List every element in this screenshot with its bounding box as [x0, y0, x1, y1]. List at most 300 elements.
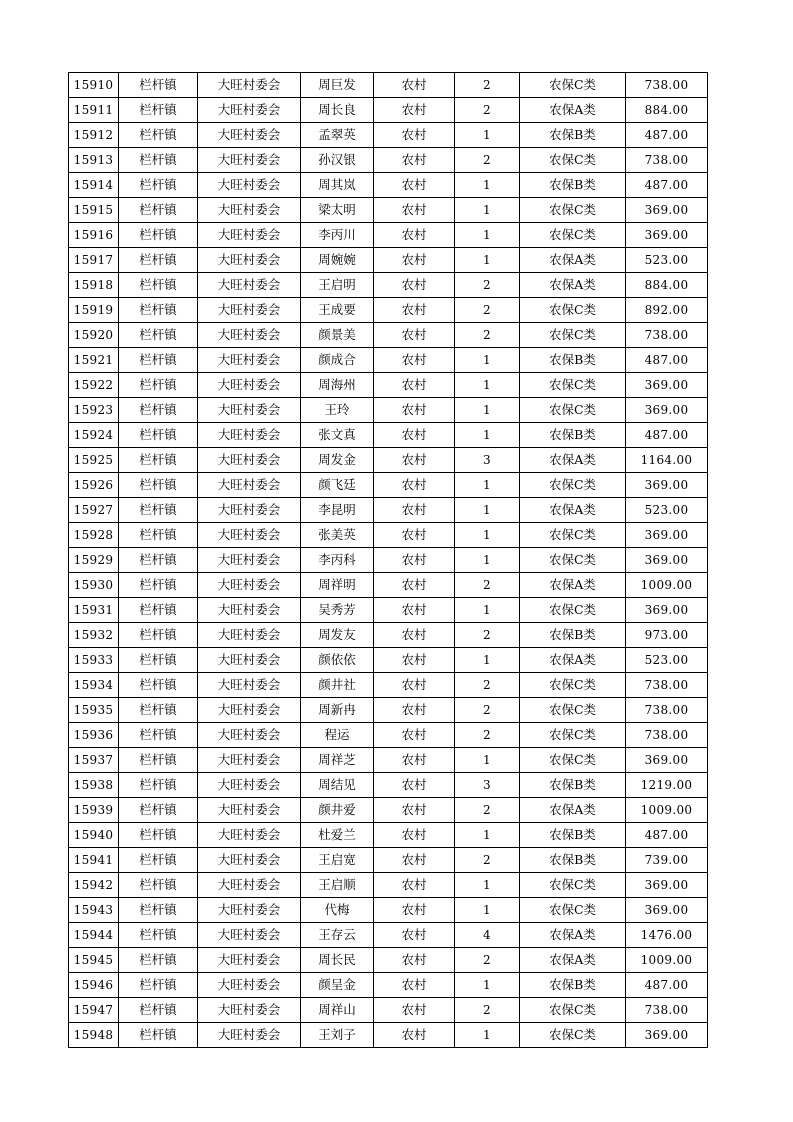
table-row [69, 848, 708, 873]
amount-cell: 738.00 [626, 998, 708, 1023]
serial-number-cell: 15944 [69, 923, 119, 948]
household-type-cell: 农村 [374, 823, 455, 848]
serial-number-cell: 15931 [69, 598, 119, 623]
name-cell: 周祥芝 [301, 748, 374, 773]
village-committee-cell: 大旺村委会 [198, 948, 301, 973]
serial-number-cell: 15943 [69, 898, 119, 923]
member-count-cell: 3 [455, 773, 520, 798]
town-cell: 栏杆镇 [119, 798, 198, 823]
amount-cell: 369.00 [626, 873, 708, 898]
serial-number-cell: 15938 [69, 773, 119, 798]
village-committee-cell: 大旺村委会 [198, 448, 301, 473]
amount-cell: 738.00 [626, 148, 708, 173]
village-committee-cell: 大旺村委会 [198, 398, 301, 423]
table-row [69, 473, 708, 498]
table-row [69, 523, 708, 548]
village-committee-cell: 大旺村委会 [198, 248, 301, 273]
town-cell: 栏杆镇 [119, 948, 198, 973]
household-type-cell: 农村 [374, 598, 455, 623]
serial-number-cell: 15922 [69, 373, 119, 398]
town-cell: 栏杆镇 [119, 873, 198, 898]
member-count-cell: 2 [455, 948, 520, 973]
category-cell: 农保C类 [520, 673, 626, 698]
household-type-cell: 农村 [374, 273, 455, 298]
village-committee-cell: 大旺村委会 [198, 898, 301, 923]
serial-number-cell: 15914 [69, 173, 119, 198]
village-committee-cell: 大旺村委会 [198, 973, 301, 998]
village-committee-cell: 大旺村委会 [198, 98, 301, 123]
table-row [69, 498, 708, 523]
member-count-cell: 1 [455, 398, 520, 423]
name-cell: 吴秀芳 [301, 598, 374, 623]
household-type-cell: 农村 [374, 398, 455, 423]
serial-number-cell: 15947 [69, 998, 119, 1023]
town-cell: 栏杆镇 [119, 698, 198, 723]
serial-number-cell: 15919 [69, 298, 119, 323]
member-count-cell: 1 [455, 473, 520, 498]
amount-cell: 369.00 [626, 398, 708, 423]
table-row [69, 648, 708, 673]
member-count-cell: 1 [455, 223, 520, 248]
table-row [69, 123, 708, 148]
household-type-cell: 农村 [374, 223, 455, 248]
town-cell: 栏杆镇 [119, 348, 198, 373]
serial-number-cell: 15927 [69, 498, 119, 523]
table-row [69, 548, 708, 573]
amount-cell: 369.00 [626, 223, 708, 248]
name-cell: 张文真 [301, 423, 374, 448]
name-cell: 颜成合 [301, 348, 374, 373]
town-cell: 栏杆镇 [119, 523, 198, 548]
town-cell: 栏杆镇 [119, 823, 198, 848]
town-cell: 栏杆镇 [119, 248, 198, 273]
town-cell: 栏杆镇 [119, 373, 198, 398]
member-count-cell: 1 [455, 823, 520, 848]
town-cell: 栏杆镇 [119, 198, 198, 223]
amount-cell: 738.00 [626, 323, 708, 348]
name-cell: 周长民 [301, 948, 374, 973]
amount-cell: 738.00 [626, 673, 708, 698]
village-committee-cell: 大旺村委会 [198, 998, 301, 1023]
member-count-cell: 4 [455, 923, 520, 948]
village-committee-cell: 大旺村委会 [198, 548, 301, 573]
village-committee-cell: 大旺村委会 [198, 573, 301, 598]
name-cell: 颜景美 [301, 323, 374, 348]
table-row [69, 423, 708, 448]
amount-cell: 487.00 [626, 348, 708, 373]
member-count-cell: 1 [455, 498, 520, 523]
town-cell: 栏杆镇 [119, 423, 198, 448]
table-row [69, 373, 708, 398]
household-type-cell: 农村 [374, 1023, 455, 1048]
table-row [69, 798, 708, 823]
village-committee-cell: 大旺村委会 [198, 373, 301, 398]
table-row [69, 923, 708, 948]
category-cell: 农保C类 [520, 73, 626, 98]
village-committee-cell: 大旺村委会 [198, 148, 301, 173]
serial-number-cell: 15911 [69, 98, 119, 123]
category-cell: 农保B类 [520, 823, 626, 848]
serial-number-cell: 15948 [69, 1023, 119, 1048]
serial-number-cell: 15925 [69, 448, 119, 473]
amount-cell: 1009.00 [626, 798, 708, 823]
name-cell: 王刘子 [301, 1023, 374, 1048]
name-cell: 孟翠英 [301, 123, 374, 148]
amount-cell: 1219.00 [626, 773, 708, 798]
village-committee-cell: 大旺村委会 [198, 873, 301, 898]
village-committee-cell: 大旺村委会 [198, 298, 301, 323]
amount-cell: 487.00 [626, 973, 708, 998]
village-committee-cell: 大旺村委会 [198, 623, 301, 648]
category-cell: 农保A类 [520, 648, 626, 673]
table-row [69, 73, 708, 98]
table-row [69, 873, 708, 898]
category-cell: 农保A类 [520, 948, 626, 973]
serial-number-cell: 15913 [69, 148, 119, 173]
amount-cell: 523.00 [626, 498, 708, 523]
household-type-cell: 农村 [374, 148, 455, 173]
name-cell: 王启宽 [301, 848, 374, 873]
town-cell: 栏杆镇 [119, 548, 198, 573]
village-committee-cell: 大旺村委会 [198, 473, 301, 498]
town-cell: 栏杆镇 [119, 123, 198, 148]
amount-cell: 973.00 [626, 623, 708, 648]
household-type-cell: 农村 [374, 423, 455, 448]
member-count-cell: 1 [455, 648, 520, 673]
household-type-cell: 农村 [374, 98, 455, 123]
category-cell: 农保C类 [520, 148, 626, 173]
town-cell: 栏杆镇 [119, 623, 198, 648]
serial-number-cell: 15932 [69, 623, 119, 648]
town-cell: 栏杆镇 [119, 298, 198, 323]
town-cell: 栏杆镇 [119, 648, 198, 673]
town-cell: 栏杆镇 [119, 1023, 198, 1048]
table-row [69, 573, 708, 598]
town-cell: 栏杆镇 [119, 398, 198, 423]
name-cell: 周海州 [301, 373, 374, 398]
town-cell: 栏杆镇 [119, 173, 198, 198]
table-row [69, 673, 708, 698]
town-cell: 栏杆镇 [119, 148, 198, 173]
amount-cell: 739.00 [626, 848, 708, 873]
category-cell: 农保C类 [520, 898, 626, 923]
table-row [69, 723, 708, 748]
category-cell: 农保C类 [520, 473, 626, 498]
serial-number-cell: 15918 [69, 273, 119, 298]
name-cell: 周发金 [301, 448, 374, 473]
category-cell: 农保B类 [520, 773, 626, 798]
serial-number-cell: 15940 [69, 823, 119, 848]
table-row [69, 273, 708, 298]
table-row [69, 823, 708, 848]
table-row [69, 398, 708, 423]
name-cell: 程运 [301, 723, 374, 748]
household-type-cell: 农村 [374, 323, 455, 348]
member-count-cell: 2 [455, 73, 520, 98]
table-row [69, 773, 708, 798]
amount-cell: 369.00 [626, 373, 708, 398]
village-committee-cell: 大旺村委会 [198, 523, 301, 548]
serial-number-cell: 15934 [69, 673, 119, 698]
name-cell: 周新冉 [301, 698, 374, 723]
serial-number-cell: 15921 [69, 348, 119, 373]
town-cell: 栏杆镇 [119, 473, 198, 498]
name-cell: 周其岚 [301, 173, 374, 198]
member-count-cell: 2 [455, 98, 520, 123]
amount-cell: 487.00 [626, 423, 708, 448]
household-type-cell: 农村 [374, 923, 455, 948]
amount-cell: 892.00 [626, 298, 708, 323]
category-cell: 农保C类 [520, 873, 626, 898]
category-cell: 农保A类 [520, 98, 626, 123]
member-count-cell: 1 [455, 173, 520, 198]
member-count-cell: 1 [455, 248, 520, 273]
serial-number-cell: 15910 [69, 73, 119, 98]
name-cell: 周发友 [301, 623, 374, 648]
category-cell: 农保A类 [520, 573, 626, 598]
amount-cell: 369.00 [626, 598, 708, 623]
town-cell: 栏杆镇 [119, 723, 198, 748]
village-committee-cell: 大旺村委会 [198, 498, 301, 523]
category-cell: 农保C类 [520, 323, 626, 348]
serial-number-cell: 15939 [69, 798, 119, 823]
table-row [69, 623, 708, 648]
household-type-cell: 农村 [374, 248, 455, 273]
town-cell: 栏杆镇 [119, 673, 198, 698]
table-row [69, 748, 708, 773]
household-type-cell: 农村 [374, 73, 455, 98]
household-type-cell: 农村 [374, 998, 455, 1023]
village-committee-cell: 大旺村委会 [198, 598, 301, 623]
member-count-cell: 1 [455, 1023, 520, 1048]
table-row [69, 223, 708, 248]
household-type-cell: 农村 [374, 848, 455, 873]
category-cell: 农保A类 [520, 798, 626, 823]
member-count-cell: 1 [455, 523, 520, 548]
amount-cell: 1476.00 [626, 923, 708, 948]
member-count-cell: 2 [455, 848, 520, 873]
name-cell: 周结见 [301, 773, 374, 798]
town-cell: 栏杆镇 [119, 598, 198, 623]
household-type-cell: 农村 [374, 723, 455, 748]
village-committee-cell: 大旺村委会 [198, 723, 301, 748]
village-committee-cell: 大旺村委会 [198, 773, 301, 798]
amount-cell: 523.00 [626, 248, 708, 273]
relief-roster-table [68, 72, 708, 1048]
amount-cell: 1009.00 [626, 948, 708, 973]
village-committee-cell: 大旺村委会 [198, 798, 301, 823]
table-body [69, 73, 708, 1048]
village-committee-cell: 大旺村委会 [198, 923, 301, 948]
table-row [69, 1023, 708, 1048]
town-cell: 栏杆镇 [119, 98, 198, 123]
category-cell: 农保C类 [520, 1023, 626, 1048]
amount-cell: 884.00 [626, 273, 708, 298]
household-type-cell: 农村 [374, 348, 455, 373]
category-cell: 农保A类 [520, 248, 626, 273]
member-count-cell: 2 [455, 148, 520, 173]
category-cell: 农保B类 [520, 973, 626, 998]
member-count-cell: 2 [455, 298, 520, 323]
amount-cell: 369.00 [626, 473, 708, 498]
serial-number-cell: 15916 [69, 223, 119, 248]
amount-cell: 523.00 [626, 648, 708, 673]
serial-number-cell: 15915 [69, 198, 119, 223]
table-row [69, 173, 708, 198]
table-row [69, 598, 708, 623]
category-cell: 农保C类 [520, 298, 626, 323]
town-cell: 栏杆镇 [119, 448, 198, 473]
member-count-cell: 2 [455, 998, 520, 1023]
serial-number-cell: 15941 [69, 848, 119, 873]
amount-cell: 369.00 [626, 523, 708, 548]
serial-number-cell: 15936 [69, 723, 119, 748]
member-count-cell: 2 [455, 573, 520, 598]
household-type-cell: 农村 [374, 548, 455, 573]
name-cell: 王存云 [301, 923, 374, 948]
table-row [69, 198, 708, 223]
category-cell: 农保C类 [520, 198, 626, 223]
amount-cell: 369.00 [626, 1023, 708, 1048]
household-type-cell: 农村 [374, 123, 455, 148]
category-cell: 农保C类 [520, 223, 626, 248]
member-count-cell: 2 [455, 798, 520, 823]
village-committee-cell: 大旺村委会 [198, 423, 301, 448]
serial-number-cell: 15942 [69, 873, 119, 898]
name-cell: 周长良 [301, 98, 374, 123]
amount-cell: 738.00 [626, 723, 708, 748]
name-cell: 颜井社 [301, 673, 374, 698]
amount-cell: 487.00 [626, 823, 708, 848]
household-type-cell: 农村 [374, 898, 455, 923]
name-cell: 颜依依 [301, 648, 374, 673]
name-cell: 周祥山 [301, 998, 374, 1023]
village-committee-cell: 大旺村委会 [198, 198, 301, 223]
category-cell: 农保C类 [520, 523, 626, 548]
table-row [69, 323, 708, 348]
member-count-cell: 1 [455, 198, 520, 223]
town-cell: 栏杆镇 [119, 898, 198, 923]
category-cell: 农保A类 [520, 498, 626, 523]
amount-cell: 369.00 [626, 898, 708, 923]
member-count-cell: 1 [455, 898, 520, 923]
category-cell: 农保A类 [520, 448, 626, 473]
serial-number-cell: 15917 [69, 248, 119, 273]
table-row [69, 98, 708, 123]
village-committee-cell: 大旺村委会 [198, 648, 301, 673]
member-count-cell: 3 [455, 448, 520, 473]
member-count-cell: 1 [455, 598, 520, 623]
name-cell: 周祥明 [301, 573, 374, 598]
amount-cell: 369.00 [626, 748, 708, 773]
household-type-cell: 农村 [374, 448, 455, 473]
name-cell: 周婉婉 [301, 248, 374, 273]
amount-cell: 1164.00 [626, 448, 708, 473]
amount-cell: 884.00 [626, 98, 708, 123]
household-type-cell: 农村 [374, 948, 455, 973]
household-type-cell: 农村 [374, 798, 455, 823]
amount-cell: 1009.00 [626, 573, 708, 598]
table-row [69, 973, 708, 998]
town-cell: 栏杆镇 [119, 773, 198, 798]
household-type-cell: 农村 [374, 873, 455, 898]
household-type-cell: 农村 [374, 523, 455, 548]
town-cell: 栏杆镇 [119, 923, 198, 948]
town-cell: 栏杆镇 [119, 498, 198, 523]
table-row [69, 148, 708, 173]
town-cell: 栏杆镇 [119, 73, 198, 98]
serial-number-cell: 15946 [69, 973, 119, 998]
serial-number-cell: 15937 [69, 748, 119, 773]
serial-number-cell: 15923 [69, 398, 119, 423]
name-cell: 王启明 [301, 273, 374, 298]
name-cell: 颜飞廷 [301, 473, 374, 498]
village-committee-cell: 大旺村委会 [198, 823, 301, 848]
serial-number-cell: 15928 [69, 523, 119, 548]
member-count-cell: 1 [455, 423, 520, 448]
name-cell: 王启顺 [301, 873, 374, 898]
category-cell: 农保B类 [520, 348, 626, 373]
serial-number-cell: 15912 [69, 123, 119, 148]
town-cell: 栏杆镇 [119, 848, 198, 873]
member-count-cell: 1 [455, 748, 520, 773]
town-cell: 栏杆镇 [119, 273, 198, 298]
member-count-cell: 1 [455, 873, 520, 898]
household-type-cell: 农村 [374, 473, 455, 498]
member-count-cell: 2 [455, 273, 520, 298]
table-row [69, 998, 708, 1023]
table-row [69, 298, 708, 323]
category-cell: 农保C类 [520, 698, 626, 723]
table-row [69, 698, 708, 723]
category-cell: 农保C类 [520, 398, 626, 423]
town-cell: 栏杆镇 [119, 323, 198, 348]
category-cell: 农保C类 [520, 998, 626, 1023]
serial-number-cell: 15933 [69, 648, 119, 673]
category-cell: 农保C类 [520, 598, 626, 623]
serial-number-cell: 15920 [69, 323, 119, 348]
amount-cell: 369.00 [626, 198, 708, 223]
member-count-cell: 1 [455, 973, 520, 998]
name-cell: 王玲 [301, 398, 374, 423]
category-cell: 农保C类 [520, 373, 626, 398]
village-committee-cell: 大旺村委会 [198, 1023, 301, 1048]
name-cell: 李丙科 [301, 548, 374, 573]
village-committee-cell: 大旺村委会 [198, 323, 301, 348]
serial-number-cell: 15924 [69, 423, 119, 448]
name-cell: 梁太明 [301, 198, 374, 223]
town-cell: 栏杆镇 [119, 573, 198, 598]
category-cell: 农保B类 [520, 623, 626, 648]
village-committee-cell: 大旺村委会 [198, 673, 301, 698]
member-count-cell: 1 [455, 548, 520, 573]
household-type-cell: 农村 [374, 498, 455, 523]
serial-number-cell: 15929 [69, 548, 119, 573]
village-committee-cell: 大旺村委会 [198, 748, 301, 773]
household-type-cell: 农村 [374, 673, 455, 698]
town-cell: 栏杆镇 [119, 973, 198, 998]
category-cell: 农保B类 [520, 123, 626, 148]
table-row [69, 898, 708, 923]
household-type-cell: 农村 [374, 973, 455, 998]
village-committee-cell: 大旺村委会 [198, 348, 301, 373]
household-type-cell: 农村 [374, 373, 455, 398]
member-count-cell: 1 [455, 373, 520, 398]
household-type-cell: 农村 [374, 698, 455, 723]
amount-cell: 487.00 [626, 123, 708, 148]
category-cell: 农保A类 [520, 923, 626, 948]
town-cell: 栏杆镇 [119, 748, 198, 773]
